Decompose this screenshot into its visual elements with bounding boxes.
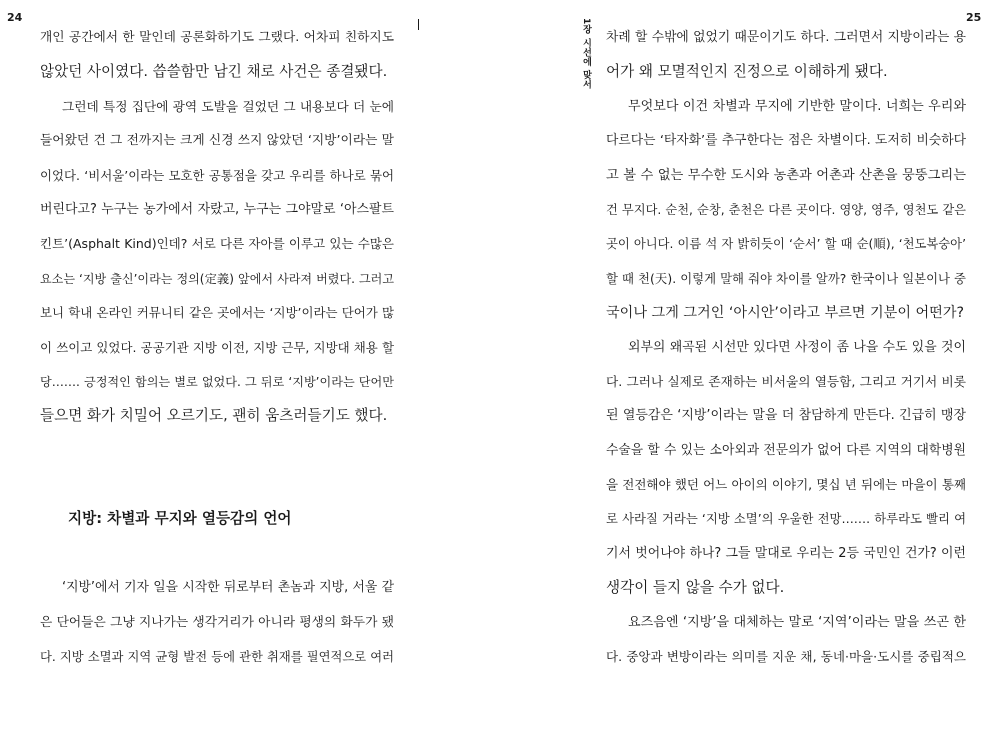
text-line: 할 때 천(天). 이렇게 말해 줘야 차이를 알까? 한국이나 일본이나 중 [606, 271, 966, 286]
text-line: 그런데 특정 집단에 광역 도발을 걸었던 그 내용보다 더 눈에 [62, 98, 394, 114]
text-line: 생각이 들지 않을 수가 없다. [606, 579, 785, 597]
text-line: 않았던 사이였다. 씁쓸함만 남긴 채로 사건은 종결됐다. [40, 63, 388, 81]
spacer [40, 537, 394, 571]
text-line: 다르다는 ‘타자화’를 추구한다는 점은 차별이다. 도저히 비슷하다 [606, 133, 966, 149]
text-line: 수술을 할 수 있는 소아외과 전문의가 없어 다른 지역의 대학병원 [606, 442, 966, 458]
text-line: 어가 왜 모멸적인지 진정으로 이해하게 됐다. [606, 63, 888, 81]
text-line: 이 쓰이고 있었다. 공공기관 지방 이전, 지방 근무, 지방대 채용 할 [40, 339, 394, 355]
text-line: 개인 공간에서 한 말인데 공론화하기도 그랬다. 어차피 친하지도 [40, 30, 394, 45]
text-line: 외부의 왜곡된 시선만 있다면 사정이 좀 나을 수도 있을 것이 [628, 339, 966, 355]
text-line: 은 단어들은 그냥 지나가는 생각거리가 아니라 평생의 화두가 됐 [40, 614, 394, 630]
text-line: 국이나 그게 그거인 ‘아시안’이라고 부르면 기분이 어떤가? [606, 305, 965, 322]
text-line: 다. 그러나 실제로 존재하는 비서울의 열등함, 그리고 거기서 비롯 [606, 373, 966, 389]
text-line: 보니 학내 온라인 커뮤니티 같은 곳에서는 ‘지방’이라는 단어가 많 [40, 305, 394, 321]
section-heading: 지방: 차별과 무지와 열등감의 언어 [68, 510, 292, 528]
text-line: 무엇보다 이건 차별과 무지에 기반한 말이다. 너희는 우리와 [628, 98, 966, 114]
spacer [40, 434, 394, 468]
chapter-mark [418, 19, 419, 30]
left-page-number: 24 [7, 11, 23, 24]
text-line: 고 볼 수 없는 무수한 도시와 농촌과 어촌과 산촌을 뭉뚱그리는 [606, 167, 966, 183]
text-line: 다. 중앙과 변방이라는 의미를 지운 채, 동네·마을·도시를 중립적으 [606, 649, 966, 665]
text-line: 들으면 화가 치밀어 오르기도, 괜히 움츠러들기도 했다. [40, 407, 388, 425]
running-head: 1장 시선에 맞서 [581, 18, 591, 90]
text-line: 된 열등감은 ‘지방’이라는 말을 더 참담하게 만든다. 긴급히 맹장 [606, 408, 966, 424]
left-page-body [40, 21, 394, 674]
text-line: 당……. 긍정적인 함의는 별로 없었다. 그 뒤로 ‘지방’이라는 단어만 [40, 374, 394, 389]
text-line: 다. 지방 소멸과 지역 균형 발전 등에 관한 취재를 필연적으로 여러 [40, 650, 394, 665]
right-page-body [606, 21, 966, 674]
text-line: 버린다고? 누구는 농가에서 자랐고, 누구는 그야말로 ‘아스팔트 [40, 201, 394, 217]
text-line: 들어왔던 건 그 전까지는 크게 신경 쓰지 않았던 ‘지방’이라는 말 [40, 133, 394, 149]
text-line: 차례 할 수밖에 없었기 때문이기도 하다. 그러면서 지방이라는 용 [606, 30, 966, 45]
text-line: 이었다. ‘비서울’이라는 모호한 공통점을 갖고 우리를 하나로 묶어 [40, 167, 394, 183]
text-line: 을 전전해야 했던 어느 아이의 이야기, 몇십 년 뒤에는 마을이 통째 [606, 477, 966, 493]
text-line: 건 무지다. 순천, 순창, 춘천은 다른 곳이다. 영양, 영주, 영천도 같은 [606, 202, 966, 217]
text-line: 곳이 아니다. 이름 석 자 밝히듯이 ‘순서’ 할 때 순(順), ‘천도복숭아’ [606, 237, 966, 252]
text-line: 로 사라질 거라는 ‘지방 소멸’의 우울한 전망……. 하루라도 빨리 여 [606, 512, 966, 527]
text-line: 요즈음엔 ‘지방’을 대체하는 말로 ‘지역’이라는 말을 쓰곤 한 [628, 614, 966, 630]
text-line: 기서 벗어나야 하나? 그들 말대로 우리는 2등 국민인 건가? 이런 [606, 545, 966, 561]
text-line: 킨트’(Asphalt Kind)인데? 서로 다른 자아를 이루고 있는 수많은 [40, 236, 394, 252]
text-line: ‘지방’에서 기자 일을 시작한 뒤로부터 촌놈과 지방, 서울 같 [62, 580, 394, 596]
text-line: 요소는 ‘지방 출신’이라는 정의(定義) 앞에서 사라져 버렸다. 그러고 [40, 271, 394, 286]
spacer [40, 468, 394, 502]
right-page-number: 25 [966, 11, 982, 24]
